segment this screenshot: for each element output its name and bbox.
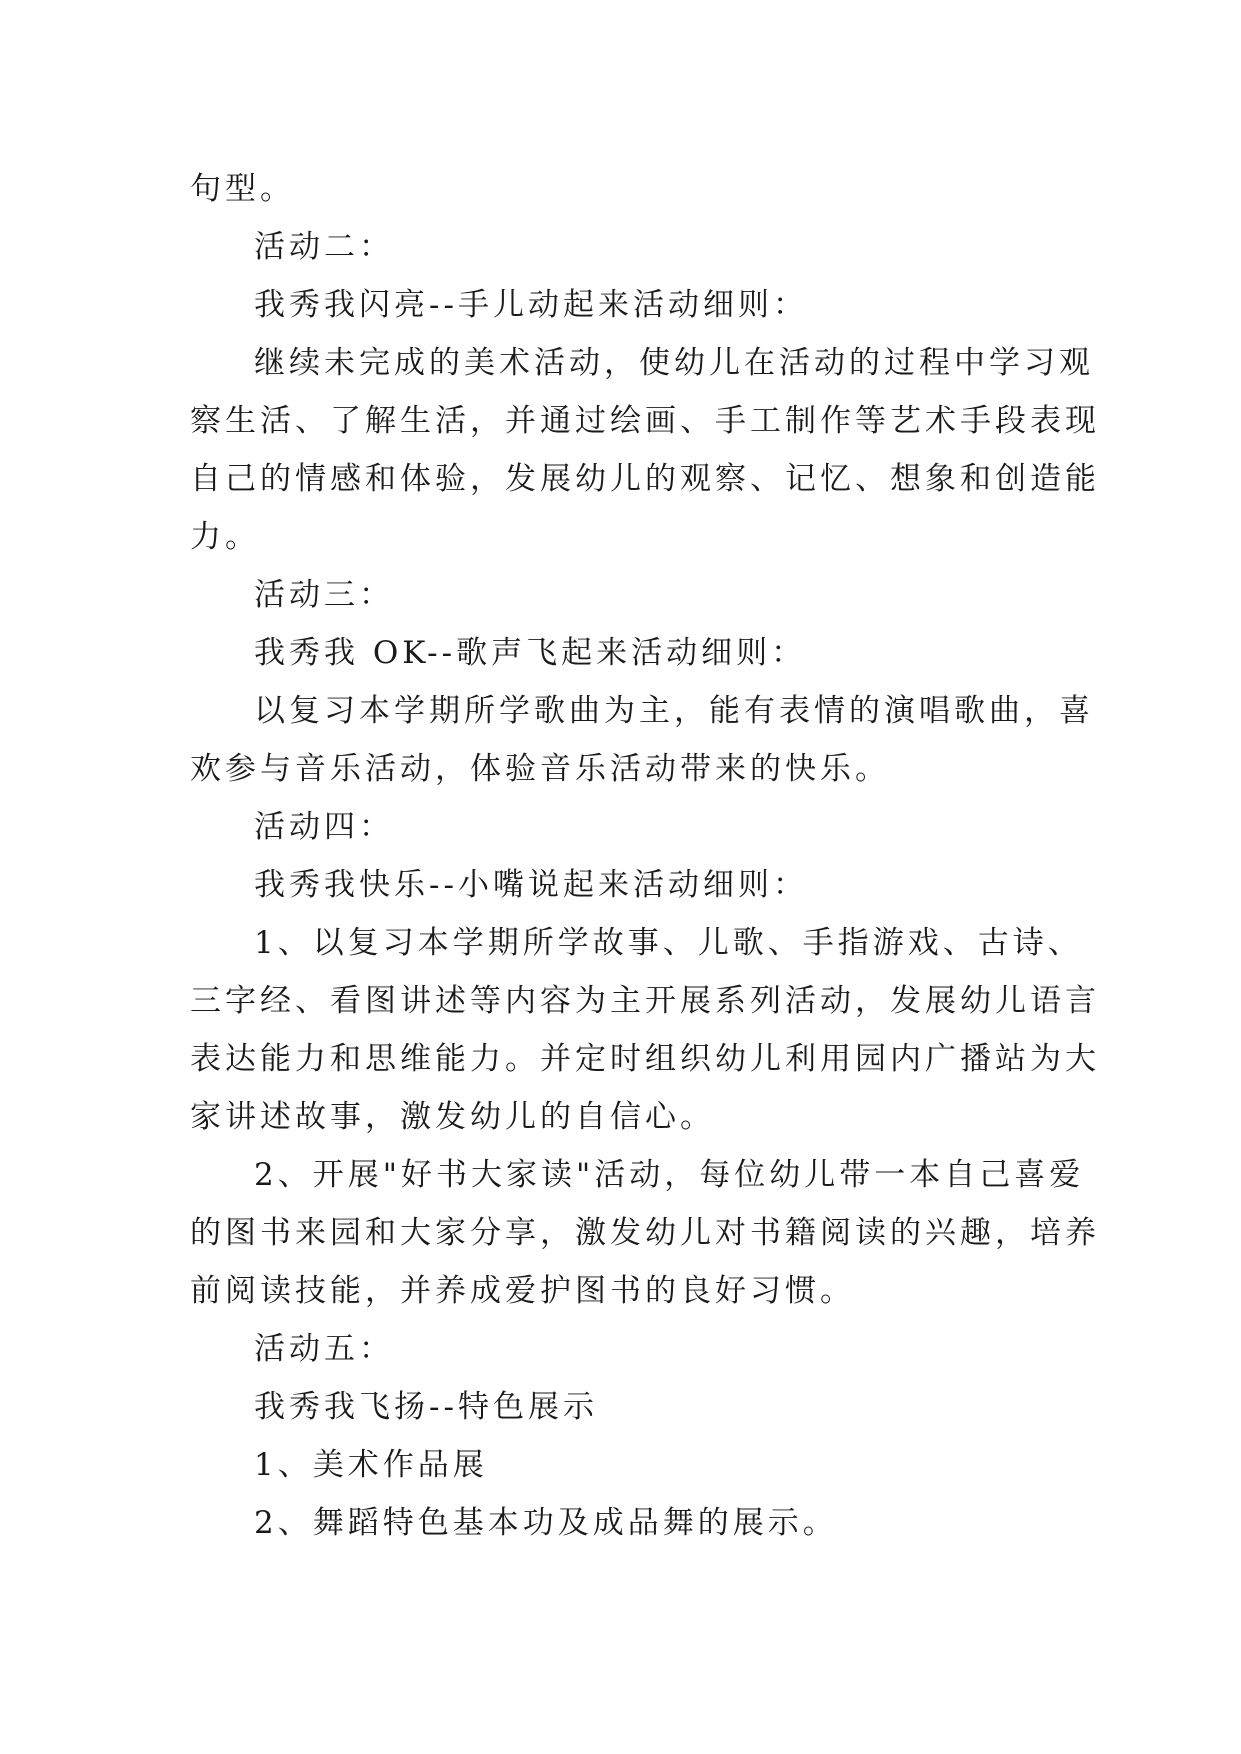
activity-title: 我秀我飞扬--特色展示 — [254, 1389, 598, 1425]
paragraph-line: 欢参与音乐活动，体验音乐活动带来的快乐。 — [190, 751, 890, 787]
document-body — [190, 160, 1100, 1552]
activity-title: 我秀我 OK--歌声飞起来活动细则： — [254, 635, 807, 671]
paragraph-line: 前阅读技能，并养成爱护图书的良好习惯。 — [190, 1273, 855, 1309]
list-item-line: 1、以复习本学期所学故事、儿歌、手指游戏、古诗、 — [254, 925, 1083, 961]
section-heading: 活动三： — [254, 577, 394, 613]
paragraph-line: 表达能力和思维能力。并定时组织幼儿利用园内广播站为大 — [190, 1041, 1100, 1077]
paragraph-line: 自己的情感和体验，发展幼儿的观察、记忆、想象和创造能 — [190, 461, 1100, 497]
paragraph-line: 家讲述故事，激发幼儿的自信心。 — [190, 1099, 715, 1135]
activity-title: 我秀我闪亮--手儿动起来活动细则： — [254, 287, 808, 323]
paragraph-line: 句型。 — [190, 171, 295, 207]
list-item-line: 1、美术作品展 — [254, 1447, 488, 1483]
paragraph-line: 的图书来园和大家分享，激发幼儿对书籍阅读的兴趣，培养 — [190, 1215, 1100, 1251]
section-heading: 活动二： — [254, 229, 394, 265]
list-item-line: 2、开展"好书大家读"活动，每位幼儿带一本自己喜爱 — [254, 1157, 1085, 1193]
activity-title: 我秀我快乐--小嘴说起来活动细则： — [254, 867, 808, 903]
paragraph-line: 继续未完成的美术活动，使幼儿在活动的过程中学习观 — [254, 345, 1094, 381]
paragraph-line: 力。 — [190, 519, 260, 555]
paragraph-line: 察生活、了解生活，并通过绘画、手工制作等艺术手段表现 — [190, 403, 1100, 439]
list-item-line: 2、舞蹈特色基本功及成品舞的展示。 — [254, 1505, 838, 1541]
paragraph-line: 以复习本学期所学歌曲为主，能有表情的演唱歌曲，喜 — [254, 693, 1094, 729]
section-heading: 活动五： — [254, 1331, 394, 1367]
paragraph-line: 三字经、看图讲述等内容为主开展系列活动，发展幼儿语言 — [190, 983, 1100, 1019]
section-heading: 活动四： — [254, 809, 394, 845]
